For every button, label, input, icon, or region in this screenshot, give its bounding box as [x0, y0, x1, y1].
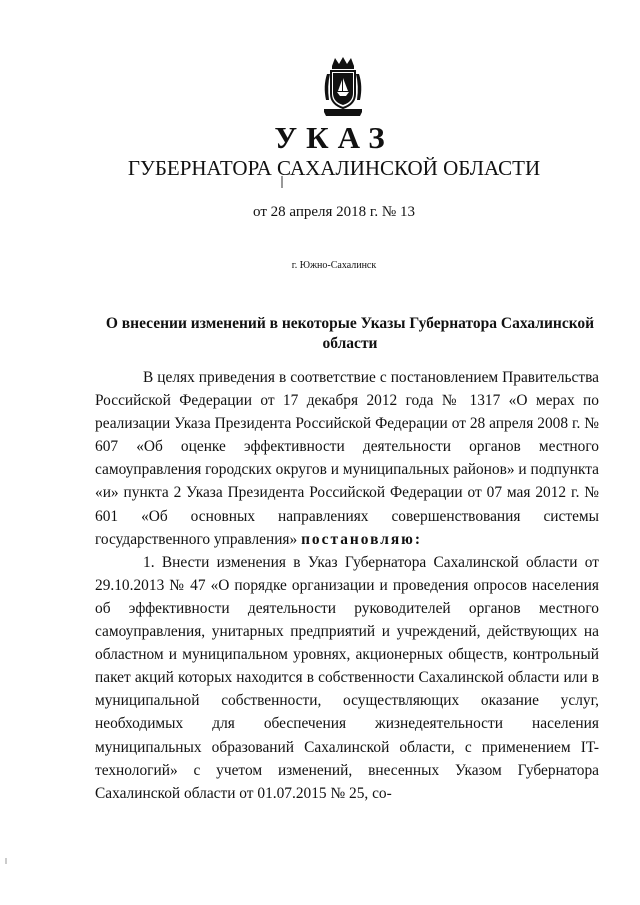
document-heading: О внесении изменений в некоторые Указы Губернатора Сахалинской области	[105, 315, 595, 352]
decree-word: постановляю:	[301, 530, 423, 548]
document-date: от 28 апреля 2018 г. № 13	[253, 204, 415, 220]
document-title: УКАЗ	[274, 120, 394, 155]
document-subtitle: ГУБЕРНАТОРА САХАЛИНСКОЙ ОБЛАСТИ	[127, 156, 541, 180]
preamble-text: В целях приведения в соответствие с постановлением Правительства Российской Федерации от 17 декабря 2012 года № 1317 «О мерах по реализации Указа Президента Российской Федерации от 28 апреля 2008 г. № 607 «Об оценке эффективности деятельности органов местного самоуправления городских округов и муниципальных районов» и подпункта «и» пункта 2 Указа Президента Российской Федерации от 07 мая 2012 г. № 601 «Об основных направлениях совершенствования системы государственного управления»	[95, 369, 599, 548]
item-1-paragraph: 1. Внести изменения в Указ Губернатора Сахалинской области от 29.10.2013 № 47 «О порядке организации и проведения опросов населения об эффективности деятельности руководителей органов местного самоуправления, унитарных предприятий и учреждений, действующих на областном и муниципальном уровнях, акционерных обществ, контрольный пакет акций которых находится в собственности Сахалинской области или в муниципальной собственности, осуществляющих оказание услуг, необходимых для обеспечения жизнедеятельности населения муниципальных образований Сахалинской области, с применением IT-технологий» с учетом изменений, внесенных Указом Губернатора Сахалинской области от 01.07.2015 № 25, со-	[95, 553, 599, 802]
document-city: г. Южно-Сахалинск	[291, 260, 377, 271]
